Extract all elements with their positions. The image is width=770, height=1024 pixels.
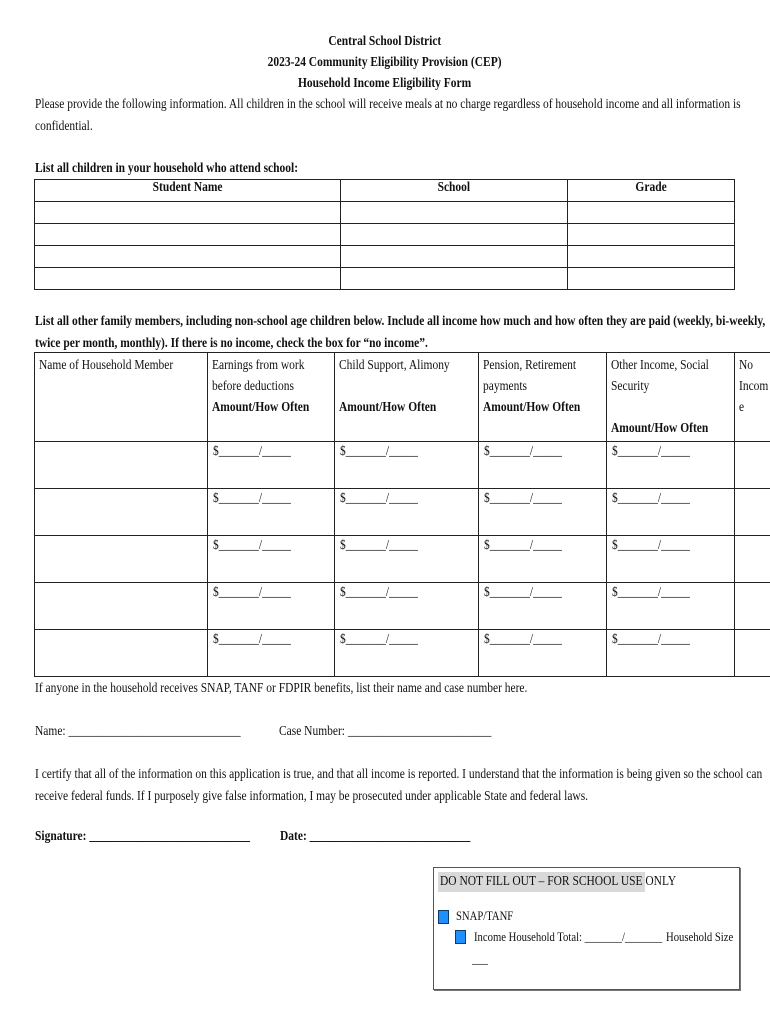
column-header-member-name: Name of Household Member <box>35 353 208 442</box>
table-row <box>35 536 770 583</box>
table-row <box>35 246 735 268</box>
household-members-table <box>34 352 770 677</box>
grade-cell[interactable] <box>568 268 735 290</box>
school-cell[interactable] <box>340 246 568 268</box>
district-name: Central School District <box>328 34 442 49</box>
member-name-cell[interactable] <box>35 489 208 536</box>
grade-cell[interactable] <box>568 224 735 246</box>
child-support-amount-cell[interactable]: $_______/_____ <box>335 583 479 630</box>
earnings-amount-cell[interactable]: $_______/_____ <box>207 630 335 677</box>
other-income-amount-cell[interactable]: $_______/_____ <box>606 536 734 583</box>
student-name-cell[interactable] <box>35 268 341 290</box>
earnings-amount-cell[interactable]: $_______/_____ <box>207 489 335 536</box>
no-income-checkbox-cell[interactable] <box>735 583 770 630</box>
certification-text: I certify that all of the information on this application is true, and that all income is reported. I understand that the information is being given so the school can receive federal funds. If I purposely give false information, I may be prosecuted under applicable State and federal laws. <box>35 767 763 804</box>
no-income-checkbox-cell[interactable] <box>735 442 770 489</box>
school-cell[interactable] <box>340 224 568 246</box>
child-support-amount-cell[interactable]: $_______/_____ <box>335 489 479 536</box>
school-use-title: DO NOT FILL OUT – FOR SCHOOL USE ONLY <box>438 872 645 892</box>
no-income-checkbox-cell[interactable] <box>735 536 770 583</box>
student-name-cell[interactable] <box>35 224 341 246</box>
school-use-box <box>433 867 740 990</box>
student-name-cell[interactable] <box>35 246 341 268</box>
child-support-amount-cell[interactable]: $_______/_____ <box>335 536 479 583</box>
household-size-label: Household Size <box>666 929 734 944</box>
snap-tanf-checkbox[interactable] <box>438 910 449 924</box>
school-cell[interactable] <box>340 268 568 290</box>
household-size-blank[interactable]: ___ <box>472 951 488 966</box>
income-total-label: Income Household Total: _______/_______ <box>474 929 663 944</box>
date-field[interactable]: Date: ____________________________ <box>280 829 471 844</box>
column-header-no-income: No Incom e <box>735 353 770 442</box>
other-income-amount-cell[interactable]: $_______/_____ <box>606 630 734 677</box>
table-row <box>35 630 770 677</box>
table-row <box>35 224 735 246</box>
column-header-other-income: Other Income, Social Security Amount/How Often <box>606 353 734 442</box>
form-title: Household Income Eligibility Form <box>298 76 472 91</box>
table-row <box>35 268 735 290</box>
table-row <box>35 489 770 536</box>
column-header-grade: Grade <box>568 180 735 202</box>
signature-field[interactable]: Signature: ____________________________ <box>35 829 251 844</box>
member-name-cell[interactable] <box>35 442 208 489</box>
snap-name-field[interactable]: Name: ______________________________ <box>35 724 241 739</box>
grade-cell[interactable] <box>568 202 735 224</box>
income-checkbox[interactable] <box>455 930 466 944</box>
members-section-label: List all other family members, including non-school age children below. Include all income how much and how often they are paid (weekly, bi-weekly, twice per month, monthly). If there is no income, check the box for “no income”. <box>35 314 766 351</box>
pension-amount-cell[interactable]: $_______/_____ <box>479 442 607 489</box>
table-row <box>35 442 770 489</box>
student-name-cell[interactable] <box>35 202 341 224</box>
child-support-amount-cell[interactable]: $_______/_____ <box>335 442 479 489</box>
other-income-amount-cell[interactable]: $_______/_____ <box>606 583 734 630</box>
other-income-amount-cell[interactable]: $_______/_____ <box>606 489 734 536</box>
member-name-cell[interactable] <box>35 630 208 677</box>
earnings-amount-cell[interactable]: $_______/_____ <box>207 583 335 630</box>
child-support-amount-cell[interactable]: $_______/_____ <box>335 630 479 677</box>
column-header-earnings: Earnings from work before deductions Amount/How Often <box>207 353 335 442</box>
column-header-child-support: Child Support, Alimony Amount/How Often <box>335 353 479 442</box>
children-table <box>34 179 735 290</box>
pension-amount-cell[interactable]: $_______/_____ <box>479 536 607 583</box>
table-row <box>35 202 735 224</box>
member-name-cell[interactable] <box>35 536 208 583</box>
snap-instructions: If anyone in the household receives SNAP, TANF or FDPIR benefits, list their name and case number here. <box>35 681 528 696</box>
member-name-cell[interactable] <box>35 583 208 630</box>
no-income-checkbox-cell[interactable] <box>735 630 770 677</box>
other-income-amount-cell[interactable]: $_______/_____ <box>606 442 734 489</box>
column-header-school: School <box>340 180 568 202</box>
case-number-field[interactable]: Case Number: _________________________ <box>279 724 492 739</box>
no-income-checkbox-cell[interactable] <box>735 489 770 536</box>
earnings-amount-cell[interactable]: $_______/_____ <box>207 536 335 583</box>
program-title: 2023-24 Community Eligibility Provision (CEP) <box>268 55 502 70</box>
earnings-amount-cell[interactable]: $_______/_____ <box>207 442 335 489</box>
grade-cell[interactable] <box>568 246 735 268</box>
pension-amount-cell[interactable]: $_______/_____ <box>479 489 607 536</box>
pension-amount-cell[interactable]: $_______/_____ <box>479 583 607 630</box>
intro-text: Please provide the following information. All children in the school will receive meals at no charge regardless of household income and all information is confidential. <box>35 97 741 134</box>
column-header-student-name: Student Name <box>35 180 341 202</box>
school-cell[interactable] <box>340 202 568 224</box>
snap-tanf-label: SNAP/TANF <box>456 908 514 923</box>
pension-amount-cell[interactable]: $_______/_____ <box>479 630 607 677</box>
column-header-pension: Pension, Retirement payments Amount/How Often <box>479 353 607 442</box>
children-section-label: List all children in your household who attend school: <box>35 161 299 176</box>
table-row <box>35 583 770 630</box>
